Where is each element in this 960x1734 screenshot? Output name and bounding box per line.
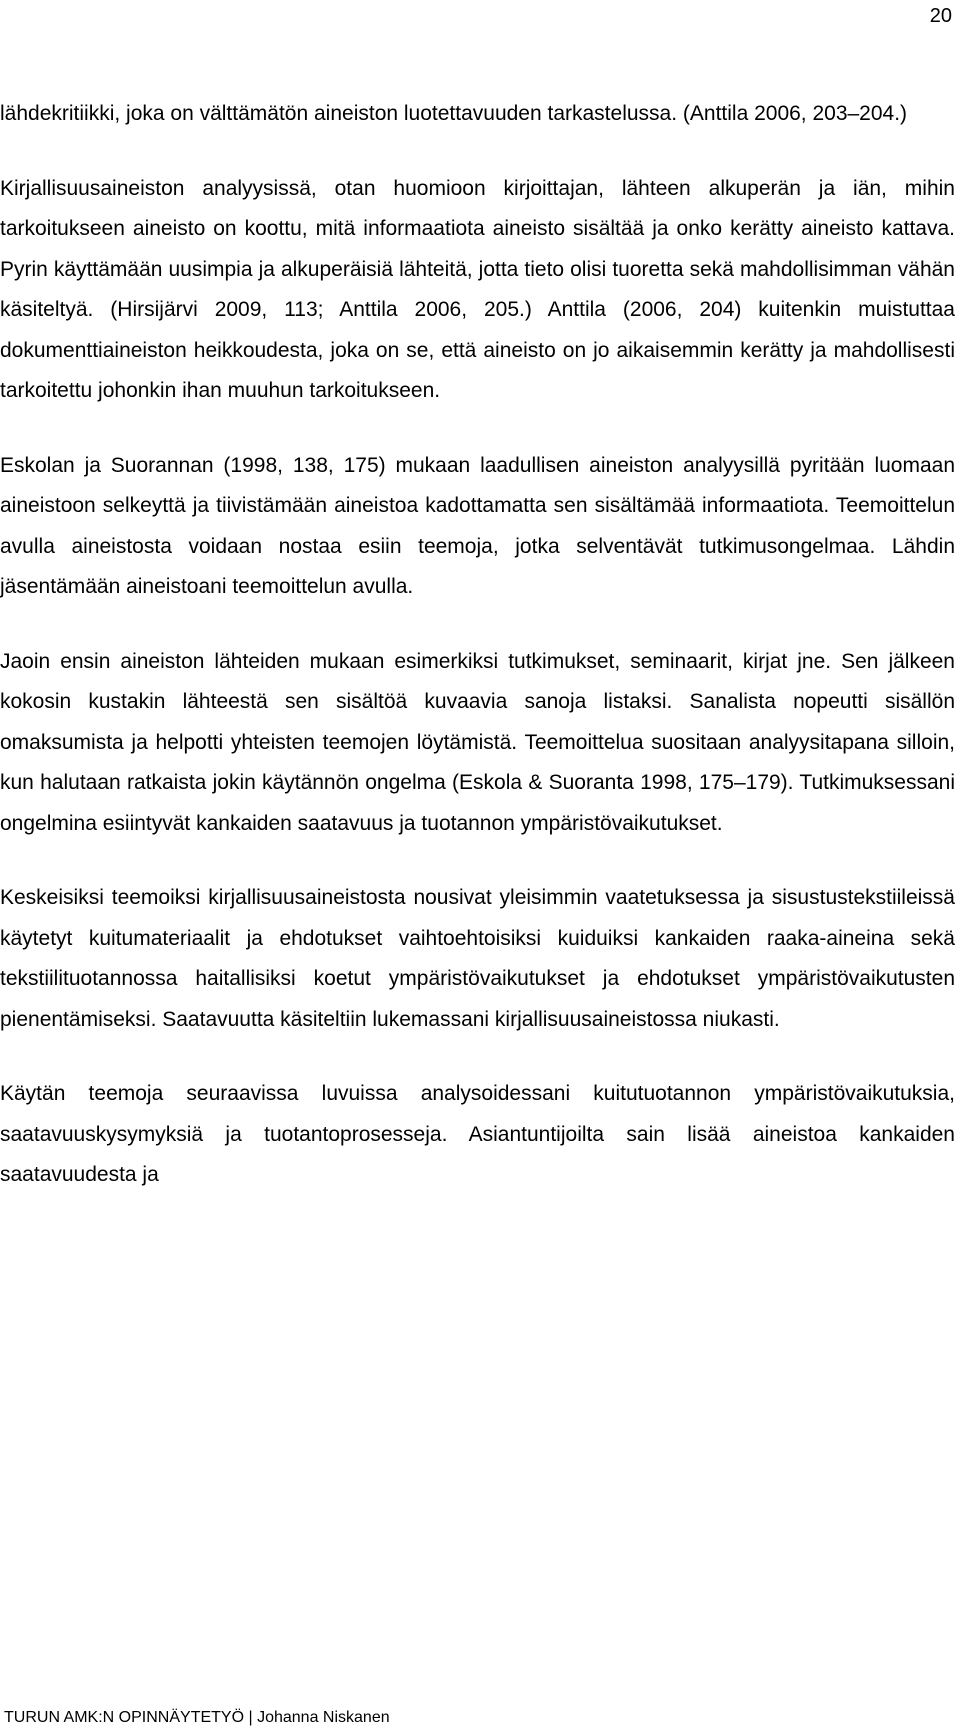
paragraph-6: Käytän teemoja seuraavissa luvuissa analysoidessani kuitutuotannon ympäristövaikutuksia, saatavuuskysymyksiä ja tuotantoprosesseja. Asiantuntijoilta sain lisää aineistoa kankaiden saatavuudesta ja	[0, 1082, 955, 1186]
paragraph-4: Jaoin ensin aineiston lähteiden mukaan esimerkiksi tutkimukset, seminaarit, kirjat jne. Sen jälkeen kokosin kustakin lähteestä sen sisältöä kuvaavia sanoja listaksi. Sanalista nopeutti sisällön omaksumista ja helpotti yhteisten teemojen löytämistä. Teemoittelua suositaan analyysitapana silloin, kun halutaan ratkaista jokin käytännön ongelma (Eskola & Suoranta 1998, 175–179). Tutkimuksessani ongelmina esiintyvät kankaiden saatavuus ja tuotannon ympäristövaikutukset.	[0, 649, 955, 835]
paragraph-3: Eskolan ja Suorannan (1998, 138, 175) mukaan laadullisen aineiston analyysillä pyritään luomaan aineistoon selkeyttä ja tiivistämään aineistoa kadottamatta sen sisältämää informaatiota. Teemoittelun avulla aineistosta voidaan nostaa esiin teemoja, jotka selventävät tutkimusongelmaa. Lähdin jäsentämään aineistoani teemoittelun avulla.	[0, 453, 955, 598]
page-footer: TURUN AMK:N OPINNÄYTETYÖ | Johanna Niskanen	[4, 1709, 390, 1726]
document-body	[0, 94, 955, 1196]
paragraph-2: Kirjallisuusaineiston analyysissä, otan huomioon kirjoittajan, lähteen alkuperän ja iän, mihin tarkoitukseen aineisto on koottu, mitä informaatiota aineisto sisältää ja onko kerätty aineisto kattava. Pyrin käyttämään uusimpia ja alkuperäisiä lähteitä, jotta tieto olisi tuoretta sekä mahdollisimman vähän käsiteltyä. (Hirsijärvi 2009, 113; Anttila 2006, 205.) Anttila (2006, 204) kuitenkin muistuttaa dokumenttiaineiston heikkoudesta, joka on se, että aineisto on jo aikaisemmin kerätty ja mahdollisesti tarkoitettu johonkin ihan muuhun tarkoitukseen.	[0, 176, 955, 402]
paragraph-1: lähdekritiikki, joka on välttämätön aineiston luotettavuuden tarkastelussa. (Anttila 2006, 203–204.)	[0, 102, 908, 125]
page-number: 20	[929, 5, 952, 27]
paragraph-5: Keskeisiksi teemoiksi kirjallisuusaineistosta nousivat yleisimmin vaatetuksessa ja sisustustekstiileissä käytetyt kuitumateriaalit ja ehdotukset vaihtoehtoisiksi kuiduiksi kankaiden raaka-aineina sekä tekstiilituotannossa haitallisiksi koetut ympäristövaikutukset ja ehdotukset ympäristövaikutusten pienentämiseksi. Saatavuutta käsiteltiin lukemassani kirjallisuusaineistossa niukasti.	[0, 886, 955, 1031]
